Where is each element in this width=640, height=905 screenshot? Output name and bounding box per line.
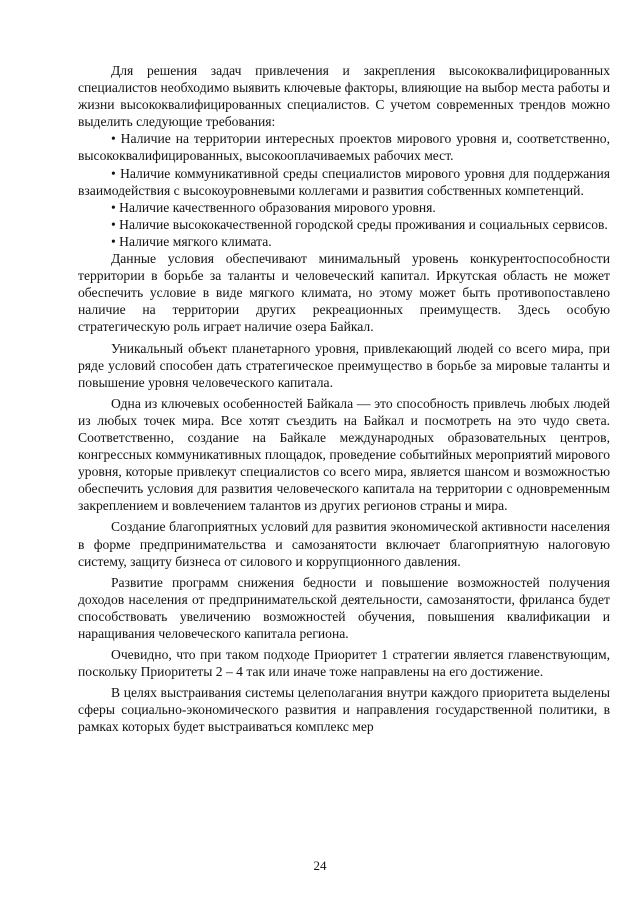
paragraph-goal-setting: В целях выстраивания системы целеполагания внутри каждого приоритета выделены сферы социально-экономического развития и направления государственной политики, в рамках которых будет выстраиваться комплекс мер [78, 685, 610, 735]
paragraph-intro: Для решения задач привлечения и закрепления высококвалифицированных специалистов необходимо выявить ключевые факторы, влияющие на выбор места работы и жизни высококвалифицированных специалистов. С учетом современных трендов можно выделить следующие требования: [78, 63, 610, 130]
paragraph-unique-object: Уникальный объект планетарного уровня, привлекающий людей со всего мира, при ряде условий способен дать стратегическое преимущество в борьбе за мировые таланты и повышение уровня человеческого капитала. [78, 340, 610, 390]
bullet-item-climate: • Наличие мягкого климата. [111, 233, 272, 249]
paragraph-baikal-features: Одна из ключевых особенностей Байкала — это способность привлечь любых людей из любых точек мира. Все хотят съездить на Байкал и посмотреть на это чудо света. Соответственно, создание на Байкале международных образовательных центров, конгрессных коммуникативных площадок, проведение событийных мероприятий мирового уровня, которые привлекут специалистов со всего мира, является шансом и возможностью обеспечить условия для развития человеческого капитала на территории с одновременным закреплением и вовлечением талантов из других регионов страны и мира. [78, 395, 610, 514]
bullet-item-projects: • Наличие на территории интересных проектов мирового уровня и, соответственно, высококвалифицированных, высокооплачиваемых рабочих мест. [78, 131, 610, 164]
paragraph-business-conditions: Создание благоприятных условий для развития экономической активности населения в форме предпринимательства и самозанятости включает благоприятную налоговую систему, защиту бизнеса от силового и коррупционного давления. [78, 519, 610, 569]
paragraph-priority-one: Очевидно, что при таком подходе Приоритет 1 стратегии является главенствующим, поскольку Приоритеты 2 – 4 так или иначе тоже направлены на его достижение. [78, 647, 610, 680]
page-number: 24 [313, 858, 327, 873]
paragraph-conditions: Данные условия обеспечивают минимальный уровень конкурентоспособности территории в борьбе за таланты и человеческий капитал. Иркутская область не может обеспечить условие в виде мягкого климата, но этому может быть противопоставлено наличие на территории других рекреационных преимуществ. Здесь особую стратегическую роль играет наличие озера Байкал. [78, 251, 610, 335]
bullet-item-communication: • Наличие коммуникативной среды специалистов мирового уровня для поддержания взаимодействия с высокоуровневыми коллегами и развития собственных компетенций. [78, 165, 610, 198]
bullet-item-urban-environment: • Наличие высококачественной городской среды проживания и социальных сервисов. [111, 216, 608, 232]
paragraph-poverty-programs: Развитие программ снижения бедности и повышение возможностей получения доходов населения от предпринимательской деятельности, самозанятости, фриланса будет способствовать увеличению возможностей обучения, повышения квалификации и наращивания человеческого капитала региона. [78, 574, 610, 641]
bullet-item-education: • Наличие качественного образования мирового уровня. [111, 199, 436, 215]
